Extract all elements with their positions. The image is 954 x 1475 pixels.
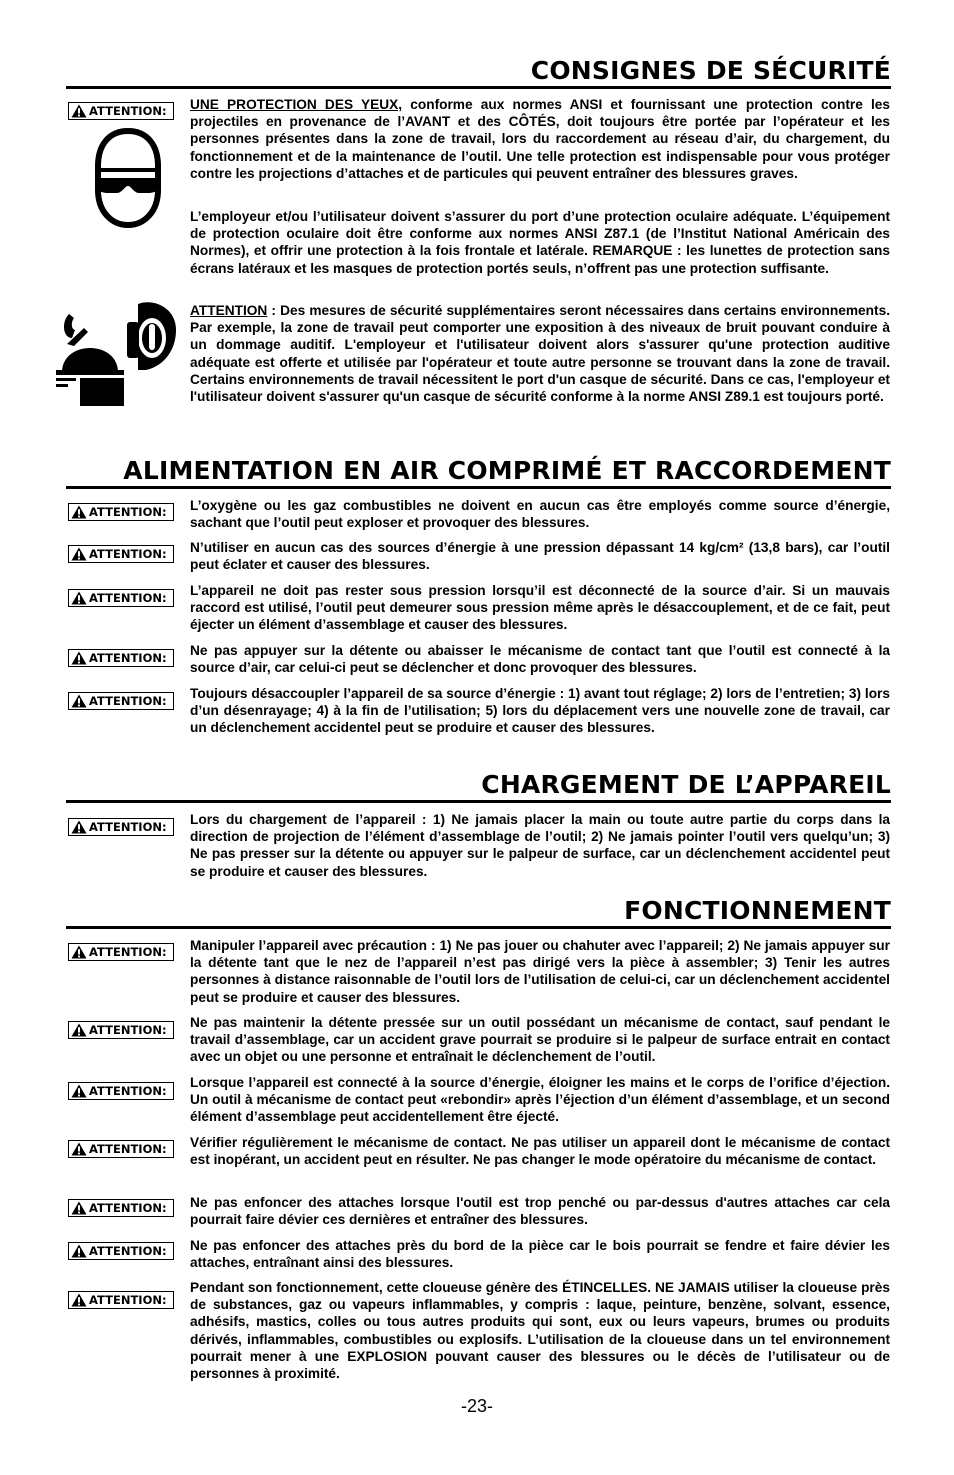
- warning-text: Vérifier régulièrement le mécanisme de contact. Ne pas utiliser un appareil dont le mécanisme de contact est inopérant, un accident peut en résulter. Ne pas changer le mode opératoire du mécanisme de contact.: [190, 1135, 890, 1168]
- badge-label: ATTENTION:: [89, 820, 167, 834]
- warning-triangle-icon: [71, 1142, 87, 1156]
- section-rule: [66, 486, 891, 489]
- warning-triangle-icon: [71, 547, 87, 561]
- warning-text: Ne pas enfoncer des attaches près du bord de la pièce car le bois pourrait se fendre et faire dévier les attaches, entraînant ainsi des blessures.: [190, 1238, 890, 1271]
- warning-text: Ne pas appuyer sur la détente ou abaisser le mécanisme de contact tant que l’outil est connecté à la source d’air, car celui-ci peut se déclencher et donc provoquer des blessures.: [190, 643, 890, 676]
- badge-label: ATTENTION:: [89, 945, 167, 959]
- warning-triangle-icon: [71, 1023, 87, 1037]
- warning-text: N’utiliser en aucun cas des sources d’énergie à une pression dépassant 14 kg/cm² (13,8 bars), car l’outil peut éclater et causer des blessures.: [190, 540, 890, 573]
- attention-badge: [68, 1140, 174, 1158]
- warning-text: L’appareil ne doit pas rester sous pression lorsqu’il est déconnecté de la source d’air. Si un mauvais raccord est utilisé, l’outil peut demeurer sous pression même après le désaccouplement, et de ce fait, peut éjecter un élément d’assemblage et causer des blessures.: [190, 583, 890, 633]
- attention-badge: [68, 1082, 174, 1100]
- attention-badge: [68, 1291, 174, 1309]
- page-number: -23-: [460, 1396, 493, 1416]
- attention-text: : Des mesures de sécurité supplémentaires seront nécessaires dans certains environnements. Par exemple, la zone de travail peut comporter une exposition à des niveaux de bruit pouvant conduire à un dommage auditif. L'employeur et l'utilisateur doivent alors s'assurer qu'une protection auditive adéquate est offerte et utilisée par l'opérateur et toute autre personne se trouvant dans la zone de travail. Certains environnements de travail nécessitent le port d'un casque de sécurité. Dans ce cas, l'employeur et l'utilisateur doivent s'assurer qu'un casque de sécurité conforme à la norme ANSI Z89.1 est toujours porté.: [190, 303, 890, 405]
- warning-triangle-icon: [71, 1201, 87, 1215]
- ear-protection-icon: [124, 300, 178, 372]
- badge-label: ATTENTION:: [89, 104, 167, 118]
- section-title-alimentation: ALIMENTATION EN AIR COMPRIMÉ ET RACCORDEMENT: [123, 456, 891, 485]
- badge-label: ATTENTION:: [89, 505, 167, 519]
- attention-lead: ATTENTION: [190, 303, 268, 318]
- section-rule: [66, 86, 891, 89]
- warning-triangle-icon: [71, 505, 87, 519]
- warning-text: Ne pas enfoncer des attaches lorsque l'outil est trop penché ou par-dessus d'autres attaches car cela pourrait faire dévier ces dernières et entraîner des blessures.: [190, 1195, 890, 1228]
- eye-lead: UNE PROTECTION DES YEUX,: [190, 97, 403, 112]
- warning-text: Lors du chargement de l’appareil : 1) Ne jamais placer la main ou toute autre partie du corps dans la direction de projection de l’élément d’assemblage de l’outil; 2) Ne jamais pointer l’outil vers quelqu’un; 3) Ne pas presser sur la détente ou appuyer sur le palpeur de surface, car un déclenchement accidentel peut se produire et causer des blessures.: [190, 812, 890, 879]
- warning-triangle-icon: [71, 1244, 87, 1258]
- badge-label: ATTENTION:: [89, 1201, 167, 1215]
- attention-badge: [68, 649, 174, 667]
- attention-badge: [68, 589, 174, 607]
- warning-triangle-icon: [71, 1293, 87, 1307]
- warning-triangle-icon: [71, 694, 87, 708]
- badge-label: ATTENTION:: [89, 547, 167, 561]
- badge-label: ATTENTION:: [89, 1084, 167, 1098]
- warning-triangle-icon: [71, 820, 87, 834]
- attention-badge: [68, 503, 174, 521]
- badge-label: ATTENTION:: [89, 1142, 167, 1156]
- attention-paragraph: [190, 302, 890, 405]
- attention-badge: [68, 692, 174, 710]
- attention-badge: [68, 943, 174, 961]
- warning-triangle-icon: [71, 651, 87, 665]
- warning-text: Lorsque l’appareil est connecté à la source d’énergie, éloigner les mains et le corps de l’orifice d’éjection. Un outil à mécanisme de contact peut «rebondir» après l’éjection d’un élément d’assemblage, et un second élément d’assemblage peut accidentellement être éjecté.: [190, 1075, 890, 1125]
- badge-label: ATTENTION:: [89, 694, 167, 708]
- warning-text: Toujours désaccoupler l’appareil de sa source d’énergie : 1) avant tout réglage; 2) lors de l’entretien; 3) lors d’un désenrayage; 4) à la fin de l’utilisation; 5) lors du déplacement vers une nouvelle zone de travail, car un déclenchement accidentel peut se produire et causer des blessures.: [190, 686, 890, 736]
- warning-text: L’oxygène ou les gaz combustibles ne doivent en aucun cas être employés comme source d’énergie, sachant que l’outil peut exploser et provoquer des blessures.: [190, 498, 890, 531]
- eye-protection-paragraph: [190, 96, 890, 182]
- badge-label: ATTENTION:: [89, 1244, 167, 1258]
- attention-badge: [68, 1199, 174, 1217]
- warning-text: Manipuler l’appareil avec précaution : 1) Ne pas jouer ou chahuter avec l’appareil; 2) Ne jamais appuyer sur la détente tant que le nez de l’appareil n’est pas dirigé vers la pièce à assembler; 3) Tenir les autres personnes à distance raisonnable de l’outil lors de l’utilisation de celui-ci, car un déclenchement accidentel peut se produire et causer des blessures.: [190, 938, 890, 1005]
- warning-triangle-icon: [71, 945, 87, 959]
- attention-badge: [68, 818, 174, 836]
- attention-badge: [68, 545, 174, 563]
- warning-text: Ne pas maintenir la détente pressée sur un outil possédant un mécanisme de contact, sauf pendant le travail d’assemblage, car un accident grave pourrait se produire si le palpeur de surface entrait en contact avec un objet ou une personne et entraînait le déclenchement de l’outil.: [190, 1015, 890, 1065]
- attention-badge: [68, 102, 174, 120]
- badge-label: ATTENTION:: [89, 1293, 167, 1307]
- warning-triangle-icon: [71, 104, 87, 118]
- warning-triangle-icon: [71, 591, 87, 605]
- section-title-securite: CONSIGNES DE SÉCURITÉ: [530, 56, 891, 85]
- attention-badge: [68, 1242, 174, 1260]
- warning-triangle-icon: [71, 1084, 87, 1098]
- hard-hat-icon: [54, 300, 126, 406]
- warning-text: Pendant son fonctionnement, cette cloueuse génère des ÉTINCELLES. NE JAMAIS utiliser la cloueuse près de substances, gaz ou vapeurs inflammables, y compris : laque, peinture, benzène, solvant, essence, adhésifs, mastics, colles ou tous autres produits qui sont, eux ou leurs vapeurs, brumes ou produits dérivés, inflammables, combustibles ou explosifs. L’utilisation de la cloueuse dans un tel environnement pourrait mener à une EXPLOSION pouvant causer des blessures ou le décès de l’utilisateur ou de personnes à proximité.: [190, 1280, 890, 1382]
- safety-goggles-icon: [92, 128, 164, 228]
- section-rule: [66, 926, 891, 929]
- badge-label: ATTENTION:: [89, 651, 167, 665]
- employer-paragraph: L’employeur et/ou l’utilisateur doivent s’assurer du port d’une protection oculaire adéquate. L’équipement de protection oculaire doit être conforme aux normes ANSI Z87.1 (de l’Institut National Américain des Normes), et offrir une protection à la fois frontale et latérale. REMARQUE : les lunettes de protection sans écrans latéraux et les masques de protection portés seuls, n’offrent pas une protection suffisante.: [190, 209, 890, 276]
- badge-label: ATTENTION:: [89, 591, 167, 605]
- section-title-chargement: CHARGEMENT DE L’APPAREIL: [481, 770, 891, 799]
- badge-label: ATTENTION:: [89, 1023, 167, 1037]
- attention-badge: [68, 1021, 174, 1039]
- eye-text: conforme aux normes ANSI et fournissant une protection contre les projectiles en provenance de l’AVANT et des CÔTÉS, doit toujours être portée par l’opérateur et les personnes présentes dans la zone de travail, lors du raccordement au réseau d’air, du chargement, du fonctionnement et de la maintenance de l’outil. Une telle protection est indispensable pour vous protéger contre les projections d’attaches et de particules qui peuvent entraîner des blessures graves.: [190, 97, 891, 181]
- section-rule: [66, 800, 891, 803]
- section-title-fonctionnement: FONCTIONNEMENT: [624, 896, 891, 925]
